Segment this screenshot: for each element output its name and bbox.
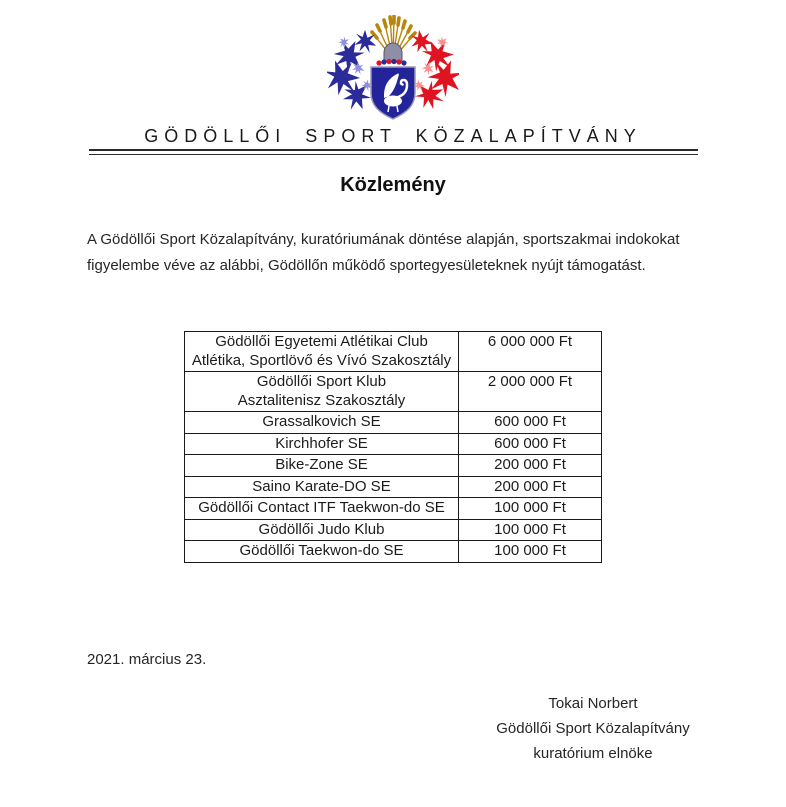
amount-cell: 100 000 Ft xyxy=(459,541,602,563)
club-cell: Bike-Zone SE xyxy=(185,455,459,477)
table-row xyxy=(185,541,602,563)
club-cell xyxy=(185,332,459,372)
coat-of-arms-icon xyxy=(327,15,459,121)
club-name: Gödöllői Sport Klub xyxy=(256,373,387,390)
signature-block xyxy=(453,691,733,766)
signature-role: kuratórium elnöke xyxy=(533,744,653,762)
amount-cell: 600 000 Ft xyxy=(459,412,602,434)
club-cell: Gödöllői Judo Klub xyxy=(185,519,459,541)
intro-paragraph: A Gödöllői Sport Közalapítvány, kuratóriumának döntése alapján, sportszakmai indokokat figyelembe véve az alábbi, Gödöllőn működő sportegyesületeknek nyújt támogatást. xyxy=(87,231,680,274)
table-row xyxy=(185,433,602,455)
page-title: Közlemény xyxy=(340,174,446,196)
signature-org: Gödöllői Sport Közalapítvány xyxy=(496,719,690,737)
club-cell: Kirchhofer SE xyxy=(185,433,459,455)
table-row xyxy=(185,412,602,434)
shield-icon xyxy=(371,67,415,119)
club-subname: Asztalitenisz Szakosztály xyxy=(237,391,406,409)
date-text: 2021. március 23. xyxy=(87,650,207,668)
amount-cell: 100 000 Ft xyxy=(459,519,602,541)
table-row xyxy=(185,455,602,477)
table-row xyxy=(185,332,602,372)
mantling-right xyxy=(409,28,459,115)
club-cell: Gödöllői Taekwon-do SE xyxy=(185,541,459,563)
club-cell: Gödöllői Contact ITF Taekwon-do SE xyxy=(185,498,459,520)
signature-name: Tokai Norbert xyxy=(548,694,638,712)
torse-red xyxy=(376,59,401,66)
amount-cell: 6 000 000 Ft xyxy=(459,332,602,372)
helmet-icon xyxy=(384,43,402,61)
support-table xyxy=(184,331,602,563)
table-row xyxy=(185,372,602,412)
club-cell xyxy=(185,372,459,412)
coat-of-arms-svg xyxy=(327,15,459,121)
mantling-left xyxy=(327,30,377,116)
amount-cell: 100 000 Ft xyxy=(459,498,602,520)
amount-cell: 600 000 Ft xyxy=(459,433,602,455)
table-row xyxy=(185,519,602,541)
header-rule xyxy=(89,149,698,155)
support-table-body xyxy=(185,332,602,563)
amount-cell: 2 000 000 Ft xyxy=(459,372,602,412)
club-cell: Saino Karate-DO SE xyxy=(185,476,459,498)
torse-blue xyxy=(381,59,406,66)
club-cell: Grassalkovich SE xyxy=(185,412,459,434)
club-subname: Atlétika, Sportlövő és Vívó Szakosztály xyxy=(191,351,452,369)
table-row xyxy=(185,498,602,520)
club-name: Gödöllői Egyetemi Atlétikai Club xyxy=(215,333,428,350)
table-row xyxy=(185,476,602,498)
org-title: GÖDÖLLŐI SPORT KÖZALAPÍTVÁNY xyxy=(144,126,642,146)
amount-cell: 200 000 Ft xyxy=(459,476,602,498)
amount-cell: 200 000 Ft xyxy=(459,455,602,477)
